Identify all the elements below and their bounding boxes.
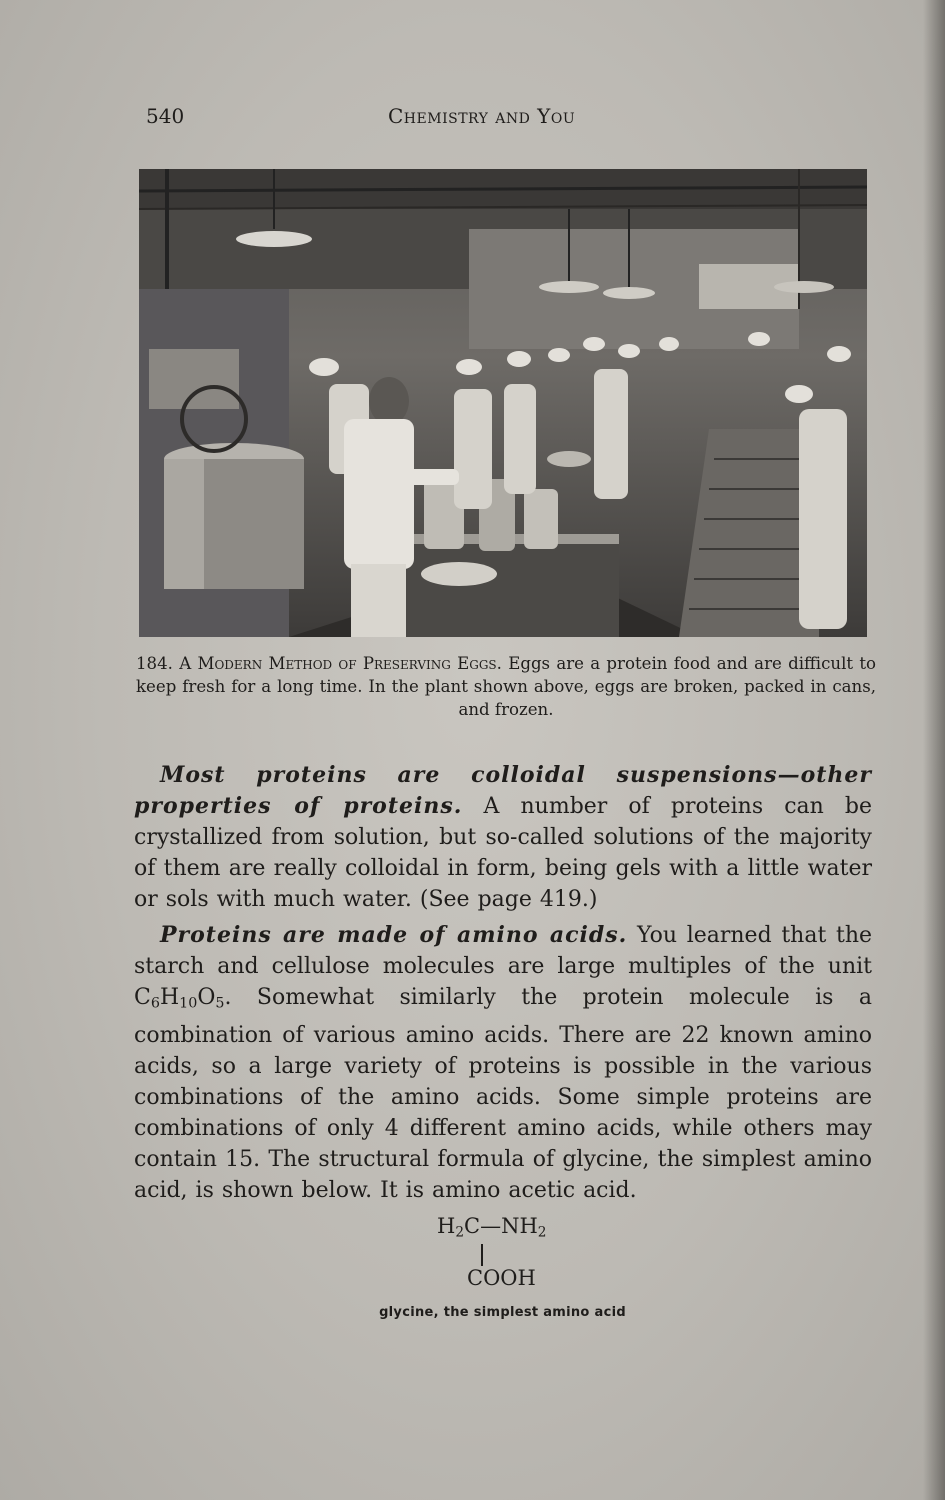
photo-illustration (139, 169, 867, 637)
paragraph-body-continued: Somewhat similarly the protein molecule is a combination of various amino acids. There are 22 known amino acids, so a large variety of proteins is possible in the various combinations of the amino acids. Some simple proteins are combinations of only 4 different amino acids, while others may contain 15. The structural formula of glycine, the simplest amino acid, is shown below. It is amino acetic acid. (134, 985, 872, 1203)
glycine-bottom-group: COOH (467, 1266, 536, 1290)
running-head (388, 104, 575, 128)
running-head-text: Chemistry and You (388, 104, 576, 128)
page-number: 540 (146, 104, 185, 128)
paragraph-body: You learned that the starch and cellulose molecules are large multiples of the unit (134, 923, 873, 979)
glycine-structural-formula (0, 1214, 945, 1294)
paragraph-amino-acids: Proteins are made of amino acids. You learned that the starch and cellulose molecules are large multiples of the unit $C_6H_{10}O_5$. Somewhat similarly the protein molecule is a combination of various amino acids. There are 22 known amino acids, so a large variety of proteins is possible in the various combinations of the amino acids. Some simple proteins are combinations of only 4 different amino acids, while others may contain 15. The structural formula of glycine, the simplest amino acid, is shown below. It is amino acetic acid. (134, 922, 873, 1203)
glycine-top-group: $H_2C—NH_2$ (437, 1214, 547, 1241)
paragraph-heading: Proteins are made of amino acids. (160, 922, 628, 948)
caption-text: Eggs are a protein food and are difficult to keep fresh for a long time. In the plant shown above, eggs are broken, packed in cans, and frozen. (136, 654, 876, 719)
chemical-formula: $C_6H_{10}O_5$ (134, 985, 225, 1012)
paragraph-body: A number of proteins can be crystallized from solution, but so-called solutions of the majority of them are really colloidal in form, being gels with a little water or sols with much water. (See page 419.) (134, 794, 873, 912)
caption-title: A Modern Method of Preserving Eggs. (179, 654, 502, 673)
caption-number: 184. (136, 654, 173, 673)
egg-processing-plant-photo (139, 169, 867, 637)
page-header (0, 104, 945, 134)
formula-caption: glycine, the simplest amino acid (379, 1305, 626, 1320)
paragraph-colloidal (134, 760, 872, 915)
bond-line (481, 1244, 483, 1266)
paragraph-heading: Most proteins are colloidal suspensions—other properties of proteins. (134, 762, 872, 819)
figure-caption (136, 652, 876, 721)
